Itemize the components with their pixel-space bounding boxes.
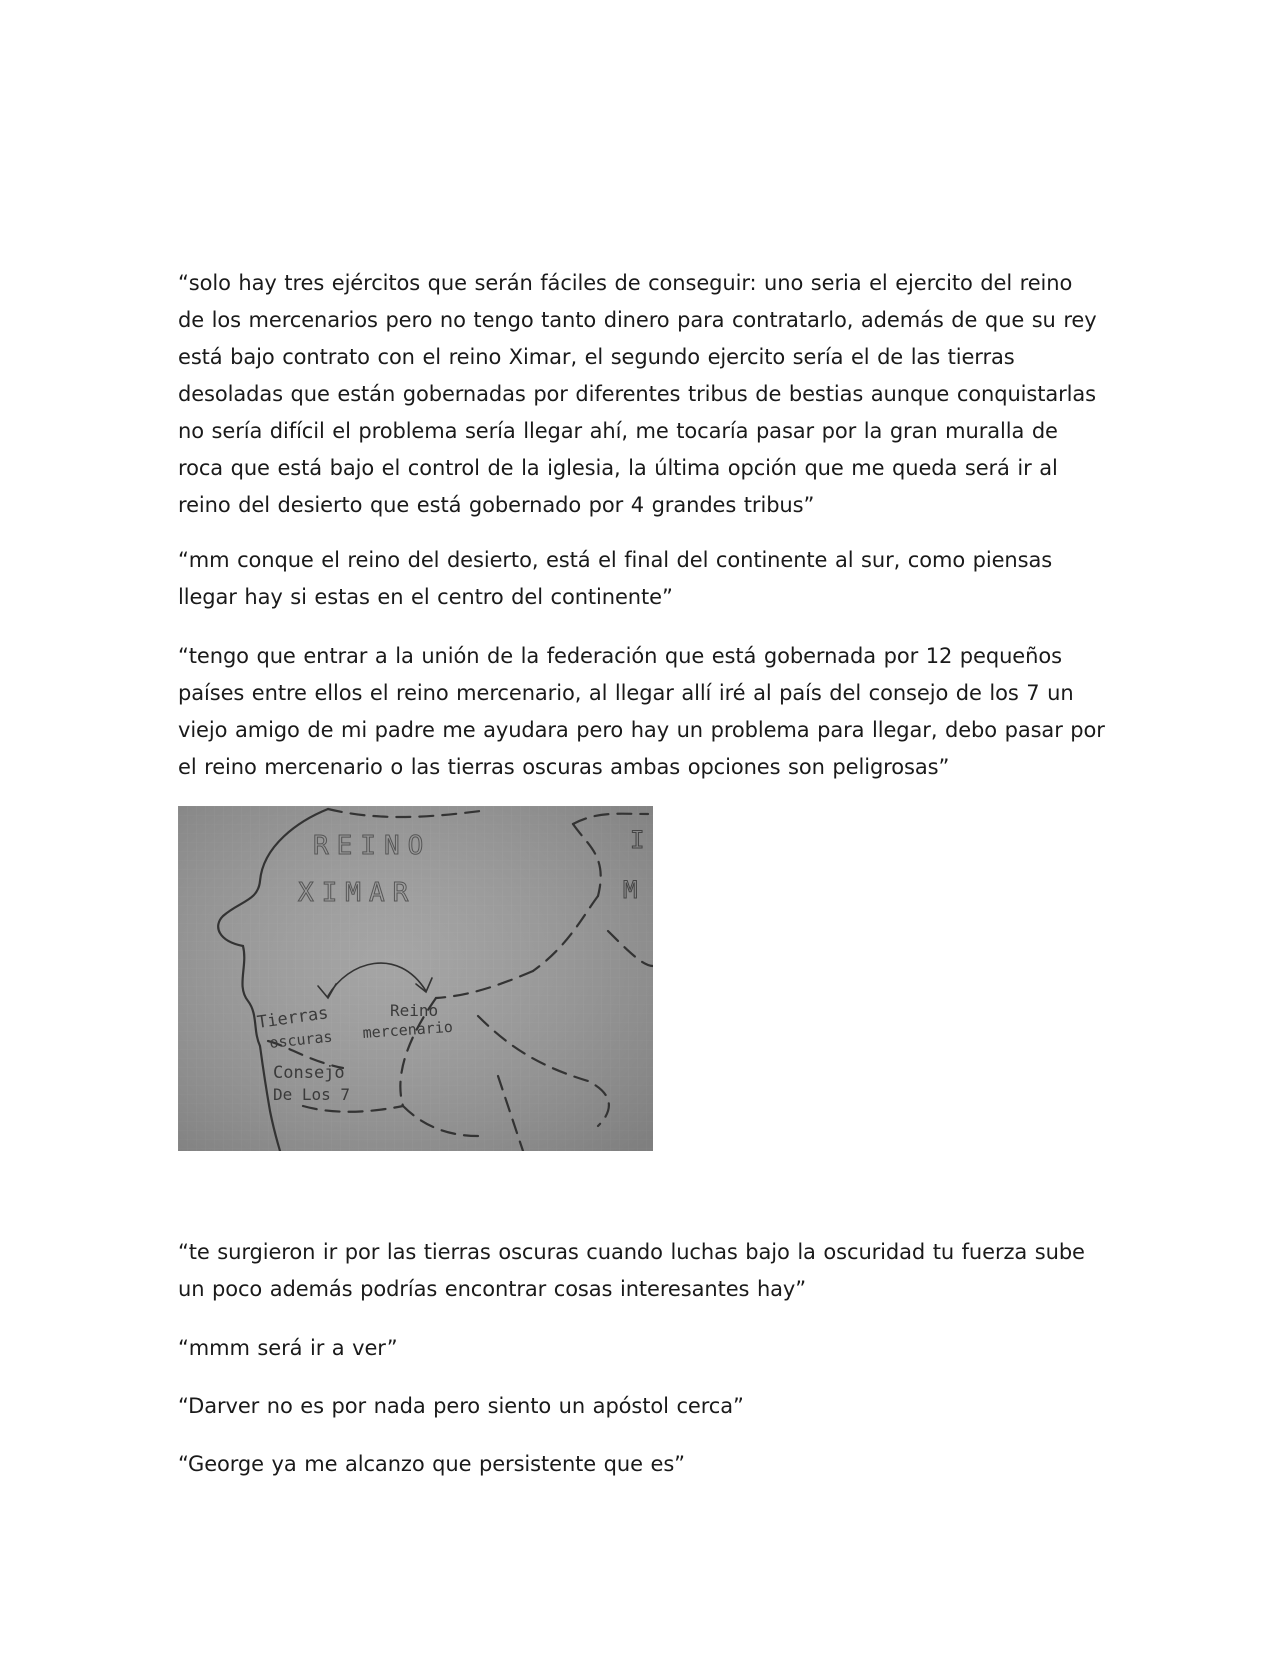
text-line: “Darver no es por nada pero siento un apóstol cerca”: [178, 1394, 744, 1418]
map-drawing: [178, 806, 653, 1151]
map-label-ximar: XIMAR: [298, 878, 417, 908]
map-label-consejo: Consejo: [273, 1063, 345, 1083]
map-label-edge-top: I: [630, 826, 645, 854]
text-line: países entre ellos el reino mercenario, al llegar allí iré al país del consejo de los 7 un: [178, 681, 1074, 705]
paragraph-5: [178, 1330, 1108, 1367]
paragraph-1: [178, 265, 1108, 524]
text-line: “mmm será ir a ver”: [178, 1336, 398, 1360]
paragraph-3: [178, 638, 1108, 786]
text-line: está bajo contrato con el reino Ximar, el segundo ejercito sería el de las tierras: [178, 345, 1015, 369]
paragraph-2: [178, 542, 1108, 616]
text-line: de los mercenarios pero no tengo tanto dinero para contratarlo, además de que su rey: [178, 308, 1097, 332]
map-label-edge-mid: M: [623, 876, 638, 904]
map-label-de-los-7: De Los 7: [273, 1085, 351, 1104]
paragraph-4: [178, 1234, 1108, 1308]
text-line: reino del desierto que está gobernado por 4 grandes tribus”: [178, 493, 815, 517]
text-line: viejo amigo de mi padre me ayudara pero hay un problema para llegar, debo pasar por: [178, 718, 1105, 742]
text-line: un poco además podrías encontrar cosas interesantes hay”: [178, 1277, 807, 1301]
map-label-reino-mercenario-1: Reino: [390, 1001, 439, 1020]
map-label-reino-mercenario-2: mercenario: [362, 1017, 454, 1042]
text-line: “te surgieron ir por las tierras oscuras cuando luchas bajo la oscuridad tu fuerza sube: [178, 1240, 1085, 1264]
hand-drawn-map: [178, 806, 653, 1151]
paragraph-6: [178, 1388, 1108, 1425]
map-label-oscuras: oscuras: [268, 1027, 334, 1052]
text-line: “solo hay tres ejércitos que serán fáciles de conseguir: uno seria el ejercito del reino: [178, 271, 1073, 295]
text-line: no sería difícil el problema sería llegar ahí, me tocaría pasar por la gran muralla de: [178, 419, 1058, 443]
text-line: desoladas que están gobernadas por diferentes tribus de bestias aunque conquistarlas: [178, 382, 1097, 406]
text-line: llegar hay si estas en el centro del continente”: [178, 585, 673, 609]
map-label-tierras: Tierras: [255, 1003, 330, 1033]
text-line: “tengo que entrar a la unión de la federación que está gobernada por 12 pequeños: [178, 644, 1062, 668]
map-label-reino: REINO: [313, 831, 432, 861]
paragraph-7: [178, 1446, 1108, 1483]
text-line: “George ya me alcanzo que persistente que es”: [178, 1452, 685, 1476]
text-line: “mm conque el reino del desierto, está el final del continente al sur, como piensas: [178, 548, 1053, 572]
text-line: el reino mercenario o las tierras oscuras ambas opciones son peligrosas”: [178, 755, 950, 779]
text-line: roca que está bajo el control de la iglesia, la última opción que me queda será ir al: [178, 456, 1058, 480]
